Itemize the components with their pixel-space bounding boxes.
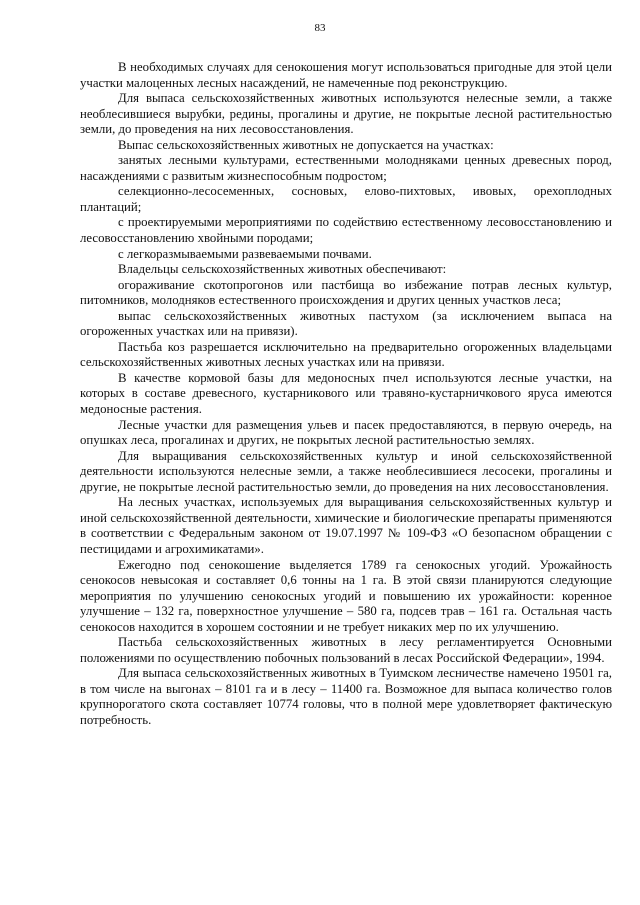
paragraph-grazing-prohibited-intro: Выпас сельскохозяйственных животных не допускается на участках:: [118, 137, 494, 152]
paragraph-goat-grazing: Пастьба коз разрешается исключительно на предварительно огороженных владельцами сельскохозяйственных животных лесных участках или на привязи.: [80, 339, 612, 370]
paragraph-grazing-lands: Для выпаса сельскохозяйственных животных используются нелесные земли, а также необлесившиеся вырубки, редины, прогалины и другие, не покрытые лесной растительностью земли, до проведения на них лесовосстановления.: [80, 91, 612, 137]
paragraph-tuim-forestry-grazing: Для выпаса сельскохозяйственных животных в Туимском лесничестве намечено 19501 га, в том числе на выгонах – 8101 га и в лесу – 11400 га. Возможное для выпаса количество голов крупнорогатого скота составляет 10774 головы, что в полной мере удовлетворяет фактическую потребность.: [80, 666, 612, 727]
document-body: [80, 60, 612, 729]
paragraph-owners-obligations-intro: Владельцы сельскохозяйственных животных обеспечивают:: [118, 262, 447, 277]
paragraph-agriculture-lands: Для выращивания сельскохозяйственных культур и иной сельскохозяйственной деятельности используются нелесные земли, а также необлесившиеся лесосеки, прогалины и другие, не покрытые лесной растительностью земли, до проведения на них лесовосстановления.: [80, 448, 612, 494]
list-item-reforestation-measures: с проектируемыми мероприятиями по содействию естественному лесовосстановлению и лесовосстановлению хвойными породами;: [80, 215, 612, 246]
paragraph-grazing-regulation: Пастьба сельскохозяйственных животных в лесу регламентируется Основными положениями по осуществлению побочных пользований в лесах Российской Федерации», 1994.: [80, 635, 612, 665]
list-item-erodible-soils: с легкоразмываемыми развеваемыми почвами.: [118, 246, 372, 261]
paragraph-bee-forage: В качестве кормовой базы для медоносных пчел используются лесные участки, на которых в составе древесного, кустарникового или травяно-кустарничкового яруса имеются медоносные растения.: [80, 370, 612, 417]
paragraph-apiary-placement: Лесные участки для размещения ульев и пасек предоставляются, в первую очередь, на опушках леса, прогалинах и других, не покрытых лесной растительностью землях.: [80, 417, 612, 448]
list-item-plantations: селекционно-лесосеменных, сосновых, елово-пихтовых, ивовых, орехоплодных плантаций;: [80, 184, 612, 214]
paragraph-hay-mowing-low-value-stands: В необходимых случаях для сенокошения могут использоваться пригодные для этой цели участки малоценных лесных насаждений, не намеченные под реконструкцию.: [80, 60, 612, 90]
page-number: 83: [314, 22, 326, 34]
paragraph-pesticides-law: На лесных участках, используемых для выращивания сельскохозяйственных культур и иной сельскохозяйственной деятельности, химические и биологические препараты применяются в соответствии с Федеральным законом от 19.07.1997 № 109-ФЗ «О безопасном обращении с пестицидами и агрохимикатами».: [80, 495, 612, 556]
list-item-fencing: огораживание скотопрогонов или пастбища во избежание потрав лесных культур, питомников, молодняков естественного происхождения и других ценных участков леса;: [80, 277, 612, 308]
paragraph-hayfield-statistics: Ежегодно под сенокошение выделяется 1789 га сенокосных угодий. Урожайность сенокосов невысокая и составляет 0,6 тонны на 1 га. В этой связи планируются следующие мероприятия по улучшению сенокосных угодий и повышению их урожайности: коренное улучшение – 132 га, поверхностное улучшение – 580 га, подсев трав – 161 га. Остальная часть сенокосов находится в хорошем состоянии и не требует никаких мер по их улучшению.: [80, 557, 612, 634]
list-item-forest-cultures: занятых лесными культурами, естественными молодняками ценных древесных пород, насаждениями с развитым жизнеспособным подростом;: [80, 153, 612, 183]
list-item-herdsman: выпас сельскохозяйственных животных пастухом (за исключением выпаса на огороженных участках или на привязи).: [80, 308, 612, 339]
